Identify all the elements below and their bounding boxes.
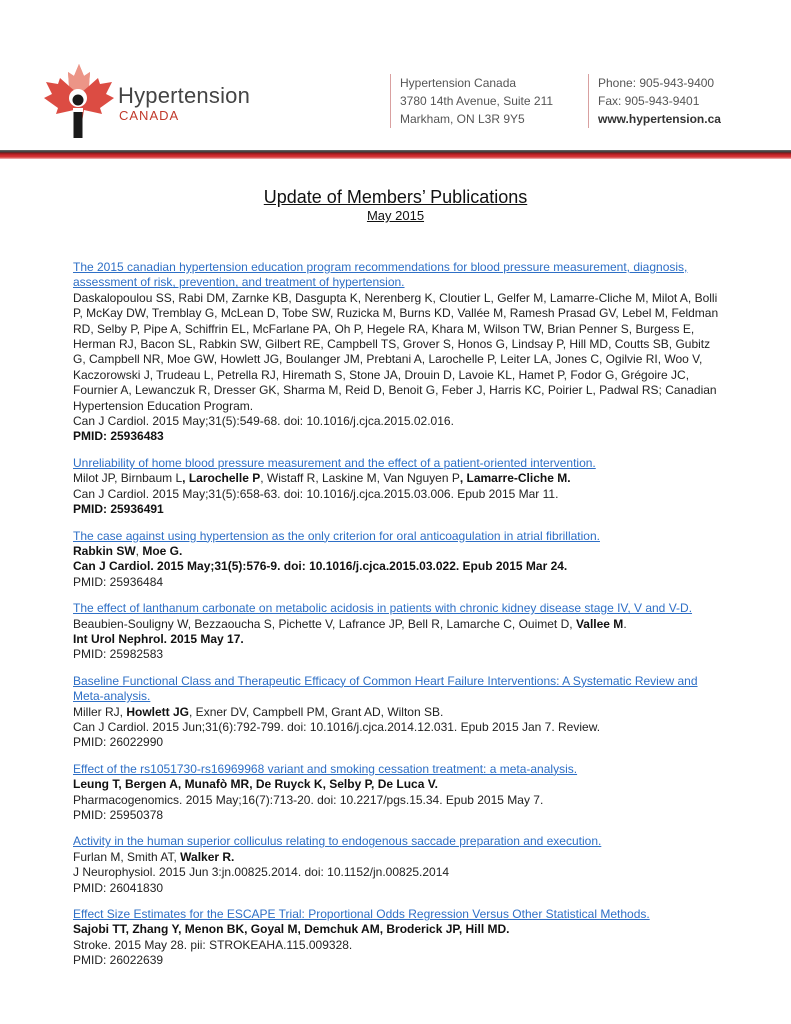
publication-citation: Can J Cardiol. 2015 May;31(5):658-63. doi: 10.1016/j.cjca.2015.03.006. Epub 2015 Mar 11. xyxy=(73,486,559,501)
publication-title-link[interactable]: The case against using hypertension as the only criterion for oral anticoagulation in atrial fibrillation. xyxy=(73,528,600,543)
member-author: Sajobi TT, Zhang Y, Menon BK, Goyal M, Demchuk AM, Broderick JP, Hill MD. xyxy=(73,922,510,937)
publication-entry xyxy=(73,907,723,969)
org-name: Hypertension Canada xyxy=(400,76,517,90)
author-text: Beaubien-Souligny W, Bezzaoucha S, Pichette V, Lafrance JP, Bell R, Lamarche C, Ouimet D, xyxy=(73,616,576,631)
address-block xyxy=(390,74,553,128)
publication-pmid: PMID: 25936483 xyxy=(73,429,164,444)
author-text: , Wistaff R, Laskine M, Van Nguyen P xyxy=(260,471,460,486)
contact-block xyxy=(588,74,721,128)
publication-entry xyxy=(73,260,723,445)
author-text: Daskalopoulou SS, Rabi DM, Zarnke KB, Dasgupta K, Nerenberg K, Cloutier L, Gelfer M, Lamarre-Cliche M, Milot A, Bolli P, McKay DW, Tremblay G, McLean D, Tobe SW, Ruzicka M, Burns KD, Vallée M, Ramesh Prasad GV, Lebel M, Feldman RD, Selby P, Pipe A, Schiffrin EL, McFarlane PA, Oh P, Hegele RA, Khara M, Wilson TW, Brian Penner S, Burgess E, Herman RJ, Bacon SL, Rabkin SW, Gilbert RE, Campbell TS, Grover S, Honos G, Lindsay P, Hill MD, Coutts SB, Gubitz G, Campbell NR, Moe GW, Howlett JG, Boulanger JM, Prebtani A, Larochelle P, Leiter LA, Jones C, Ogilvie RI, Woo V, Kaczorowski J, Trudeau L, Petrella RJ, Hiremath S, Stone JA, Drouin D, Lavoie KL, Hamet P, Fodor G, Grégoire JC, Fournier A, Lewanczuk R, Dresser GK, Sharma M, Reid D, Benoit G, Feber J, Harris KC, Poirier L, Padwal RS; Canadian Hypertension Education Program. xyxy=(73,290,719,413)
page-title: Update of Members’ Publications xyxy=(263,187,528,207)
member-author: Walker R. xyxy=(180,849,235,864)
member-author: Leung T, Bergen A, Munafò MR, De Ruyck K, Selby P, De Luca V. xyxy=(73,777,438,792)
publication-title-link[interactable]: Activity in the human superior colliculus relating to endogenous saccade preparation and execution. xyxy=(73,834,602,849)
publication-entry xyxy=(73,456,723,518)
publication-title-link[interactable]: The effect of lanthanum carbonate on metabolic acidosis in patients with chronic kidney disease stage IV, V and V-D. xyxy=(73,601,693,616)
publication-pmid: PMID: 26022639 xyxy=(73,953,164,968)
publication-pmid: PMID: 25936484 xyxy=(73,574,164,589)
publication-authors xyxy=(73,617,723,632)
author-text: . xyxy=(623,616,627,631)
fax-number: Fax: 905-943-9401 xyxy=(598,94,700,108)
publication-list xyxy=(73,260,723,980)
member-author: Moe G. xyxy=(142,543,183,558)
publication-title-link[interactable]: Unreliability of home blood pressure measurement and the effect of a patient-oriented intervention. xyxy=(73,455,596,470)
publication-authors xyxy=(73,922,723,937)
letterhead xyxy=(0,0,791,160)
publication-authors xyxy=(73,471,723,486)
publication-title-link[interactable]: Effect of the rs1051730-rs16969968 variant and smoking cessation treatment: a meta-analysis. xyxy=(73,761,578,776)
street-address: 3780 14th Avenue, Suite 211 xyxy=(400,94,554,108)
publication-title-link[interactable]: Baseline Functional Class and Therapeutic Efficacy of Common Heart Failure Interventions: A Systematic Review and Meta-analysis. xyxy=(73,673,698,704)
brand-name: Hypertension xyxy=(118,83,251,108)
publication-pmid: PMID: 25982583 xyxy=(73,647,164,662)
publication-pmid: PMID: 25950378 xyxy=(73,808,164,822)
author-text: Furlan M, Smith AT, xyxy=(73,849,181,864)
publication-entry xyxy=(73,601,723,663)
title-block xyxy=(0,186,791,224)
publication-citation: Int Urol Nephrol. 2015 May 17. xyxy=(73,631,244,646)
publication-title-link[interactable]: Effect Size Estimates for the ESCAPE Trial: Proportional Odds Regression Versus Other Statistical Methods. xyxy=(73,907,650,922)
publication-citation: Can J Cardiol. 2015 May;31(5):549-68. doi: 10.1016/j.cjca.2015.02.016. xyxy=(73,414,454,429)
maple-leaf-logo-icon xyxy=(40,62,118,140)
member-author: , Larochelle P xyxy=(182,471,261,486)
publication-entry xyxy=(73,529,723,591)
author-text: Milot JP, Birnbaum L xyxy=(73,471,183,486)
publication-pmid: PMID: 26041830 xyxy=(73,880,164,895)
city-address: Markham, ON L3R 9Y5 xyxy=(400,112,525,126)
member-author: Vallee M xyxy=(575,616,624,631)
author-text: , xyxy=(135,543,143,558)
author-text: Miller RJ, xyxy=(73,704,127,719)
publication-citation: Can J Cardiol. 2015 Jun;31(6):792-799. doi: 10.1016/j.cjca.2014.12.031. Epub 2015 Jan 7. Review. xyxy=(73,719,601,734)
publication-citation: Stroke. 2015 May 28. pii: STROKEAHA.115.009328. xyxy=(73,937,353,952)
publication-pmid: PMID: 25936491 xyxy=(73,502,164,517)
member-author: Howlett JG xyxy=(126,704,190,719)
publication-entry xyxy=(73,762,723,824)
publication-entry xyxy=(73,834,723,896)
publication-entry xyxy=(73,674,723,751)
phone-number: Phone: 905-943-9400 xyxy=(598,76,715,90)
publication-authors xyxy=(73,850,723,865)
brand-subtitle: CANADA xyxy=(119,108,180,123)
author-text: , Exner DV, Campbell PM, Grant AD, Wilton SB. xyxy=(189,704,444,719)
brand-wordmark xyxy=(118,84,250,124)
member-author: Rabkin SW xyxy=(73,543,136,558)
publication-authors xyxy=(73,777,723,792)
website-link[interactable]: www.hypertension.ca xyxy=(598,112,721,126)
member-author: , Lamarre-Cliche M. xyxy=(459,471,571,486)
publication-citation: Pharmacogenomics. 2015 May;16(7):713-20. doi: 10.2217/pgs.15.34. Epub 2015 May 7. xyxy=(73,792,544,807)
page-subtitle: May 2015 xyxy=(366,208,425,223)
header-divider xyxy=(0,150,791,159)
publication-authors xyxy=(73,544,723,559)
publication-pmid: PMID: 26022990 xyxy=(73,735,164,750)
publication-authors xyxy=(73,291,723,414)
publication-authors xyxy=(73,705,723,720)
publication-citation: J Neurophysiol. 2015 Jun 3:jn.00825.2014. doi: 10.1152/jn.00825.2014 xyxy=(73,865,450,880)
publication-title-link[interactable]: The 2015 canadian hypertension education program recommendations for blood pressure measurement, diagnosis, assessment of risk, prevention, and treatment of hypertension. xyxy=(73,260,688,290)
publication-citation: Can J Cardiol. 2015 May;31(5):576-9. doi: 10.1016/j.cjca.2015.03.022. Epub 2015 Mar 24. xyxy=(73,559,568,574)
